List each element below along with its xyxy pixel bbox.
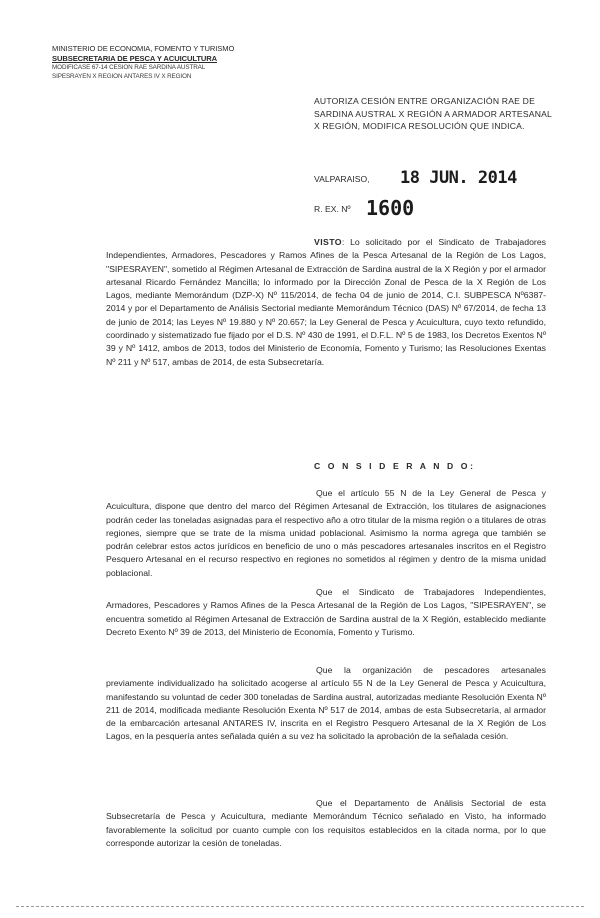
undersecretariat-name: SUBSECRETARIA DE PESCA Y ACUICULTURA bbox=[52, 54, 218, 63]
file-reference-line-1: MODIFICASE 67-14 CESION RAE SARDINA AUSTRAL bbox=[52, 64, 206, 71]
resolution-label: R. EX. Nº bbox=[314, 204, 351, 214]
scan-edge-mark bbox=[16, 906, 584, 908]
visto-text: : Lo solicitado por el Sindicato de Trabajadores Independientes, Armadores, Pescadores y Ramos Afines de la Pesca Artesanal de la Región de Los Lagos, "SIPESRAYEN", sometido al Régimen Artesanal de Extracción de Sardina austral de la X Región y por el armador artesanal Ricardo Fernández Mancilla; lo informado por la Dirección Zonal de Pesca de la X Región de Los Lagos, mediante Memorándum (DZP-X) Nº 115/2014, de fecha 04 de junio de 2014, C.I. SUBPESCA Nº6387-2014 y por el Departamento de Análisis Sectorial mediante Memorándum Técnico (DAS) Nº 67/2014, de fecha 13 de junio de 2014; las Leyes Nº 19.880 y Nº 20.657; la Ley General de Pesca y Acuicultura, cuyo texto refundido, coordinado y sistematizado fue fijado por el D.S. Nº 430 de 1991, el D.F.L. Nº 5 de 1983, los Decretos Exentos Nº 39 y Nº 1412, ambos de 2013, todos del Ministerio de Economía, Fomento y Turismo; las Resoluciones Exentas Nº 211 y Nº 517, ambas de 2014, de esta Subsecretaría. bbox=[106, 237, 546, 367]
city-label: VALPARAISO, bbox=[314, 174, 370, 184]
resolution-title: AUTORIZA CESIÓN ENTRE ORGANIZACIÓN RAE DE SARDINA AUSTRAL X REGIÓN A ARMADOR ARTESANAL X REGIÓN, MODIFICA RESOLUCIÓN QUE INDICA. bbox=[314, 96, 552, 132]
visto-paragraph bbox=[106, 236, 546, 369]
ministry-name: MINISTERIO DE ECONOMIA, FOMENTO Y TURISMO bbox=[52, 44, 235, 53]
visto-lead: VISTO bbox=[314, 237, 342, 247]
date-stamp: 18 JUN. 2014 bbox=[400, 168, 517, 188]
resolution-number-stamp: 1600 bbox=[366, 196, 415, 220]
considerando-heading: C O N S I D E R A N D O: bbox=[314, 461, 476, 471]
considerando-paragraph-3: Que la organización de pescadores artesanales previamente individualizado ha solicitado acogerse al artículo 55 N de la Ley General de Pesca y Acuicultura, manifestando su voluntad de ceder 300 toneladas de Sardina austral, autorizadas mediante Resolución Exenta Nº 211 de 2014, modificada mediante Resolución Exenta Nº 517 de 2014, ambas de esta Subsecretaría, al armador de la embarcación artesanal ANTARES IV, inscrita en el Registro Pesquero Artesanal de la X Región de Los Lagos, en la pesquería antes señalada quién a su vez ha solicitado la aprobación de la señalada cesión. bbox=[106, 665, 546, 742]
considerando-paragraph-2: Que el Sindicato de Trabajadores Independientes, Armadores, Pescadores y Ramos Afines de la Pesca Artesanal de la Región de Los Lagos, "SIPESRAYEN", se encuentra sometido al Régimen Artesanal de Extracción de Sardina austral de la X Región, establecido mediante Decreto Exento Nº 39 de 2013, del Ministerio de Economía, Fomento y Turismo. bbox=[106, 587, 546, 637]
considerando-paragraph-4: Que el Departamento de Análisis Sectorial de esta Subsecretaría de Pesca y Acuicultura, mediante Memorándum Técnico señalado en Visto, ha informado favorablemente la solicitud por cuanto cumple con los requisitos establecidos en la citada norma, por lo que corresponde autorizar la cesión de toneladas. bbox=[106, 798, 546, 848]
dateline bbox=[314, 168, 554, 190]
considerando-paragraph-1: Que el artículo 55 N de la Ley General de Pesca y Acuicultura, dispone que dentro del marco del Régimen Artesanal de Extracción, los titulares de asignaciones podrán ceder las toneladas asignadas para el respectivo año a otro titular de la misma región o a titulares de otras regiones, siempre que se trate de la misma unidad poblacional. Asimismo la norma agrega que también se podrán celebrar estos actos jurídicos en beneficio de uno o más pescadores artesanales inscritos en el Registro Pesquero Artesanal en el recurso respectivo en regiones no sometidos al régimen y dentro de la misma unidad poblacional. bbox=[106, 488, 546, 578]
file-reference-line-2: SIPESRAYEN X REGION ANTARES IV X REGION bbox=[52, 72, 192, 80]
resolution-number-line bbox=[314, 196, 554, 218]
letterhead bbox=[52, 44, 292, 81]
